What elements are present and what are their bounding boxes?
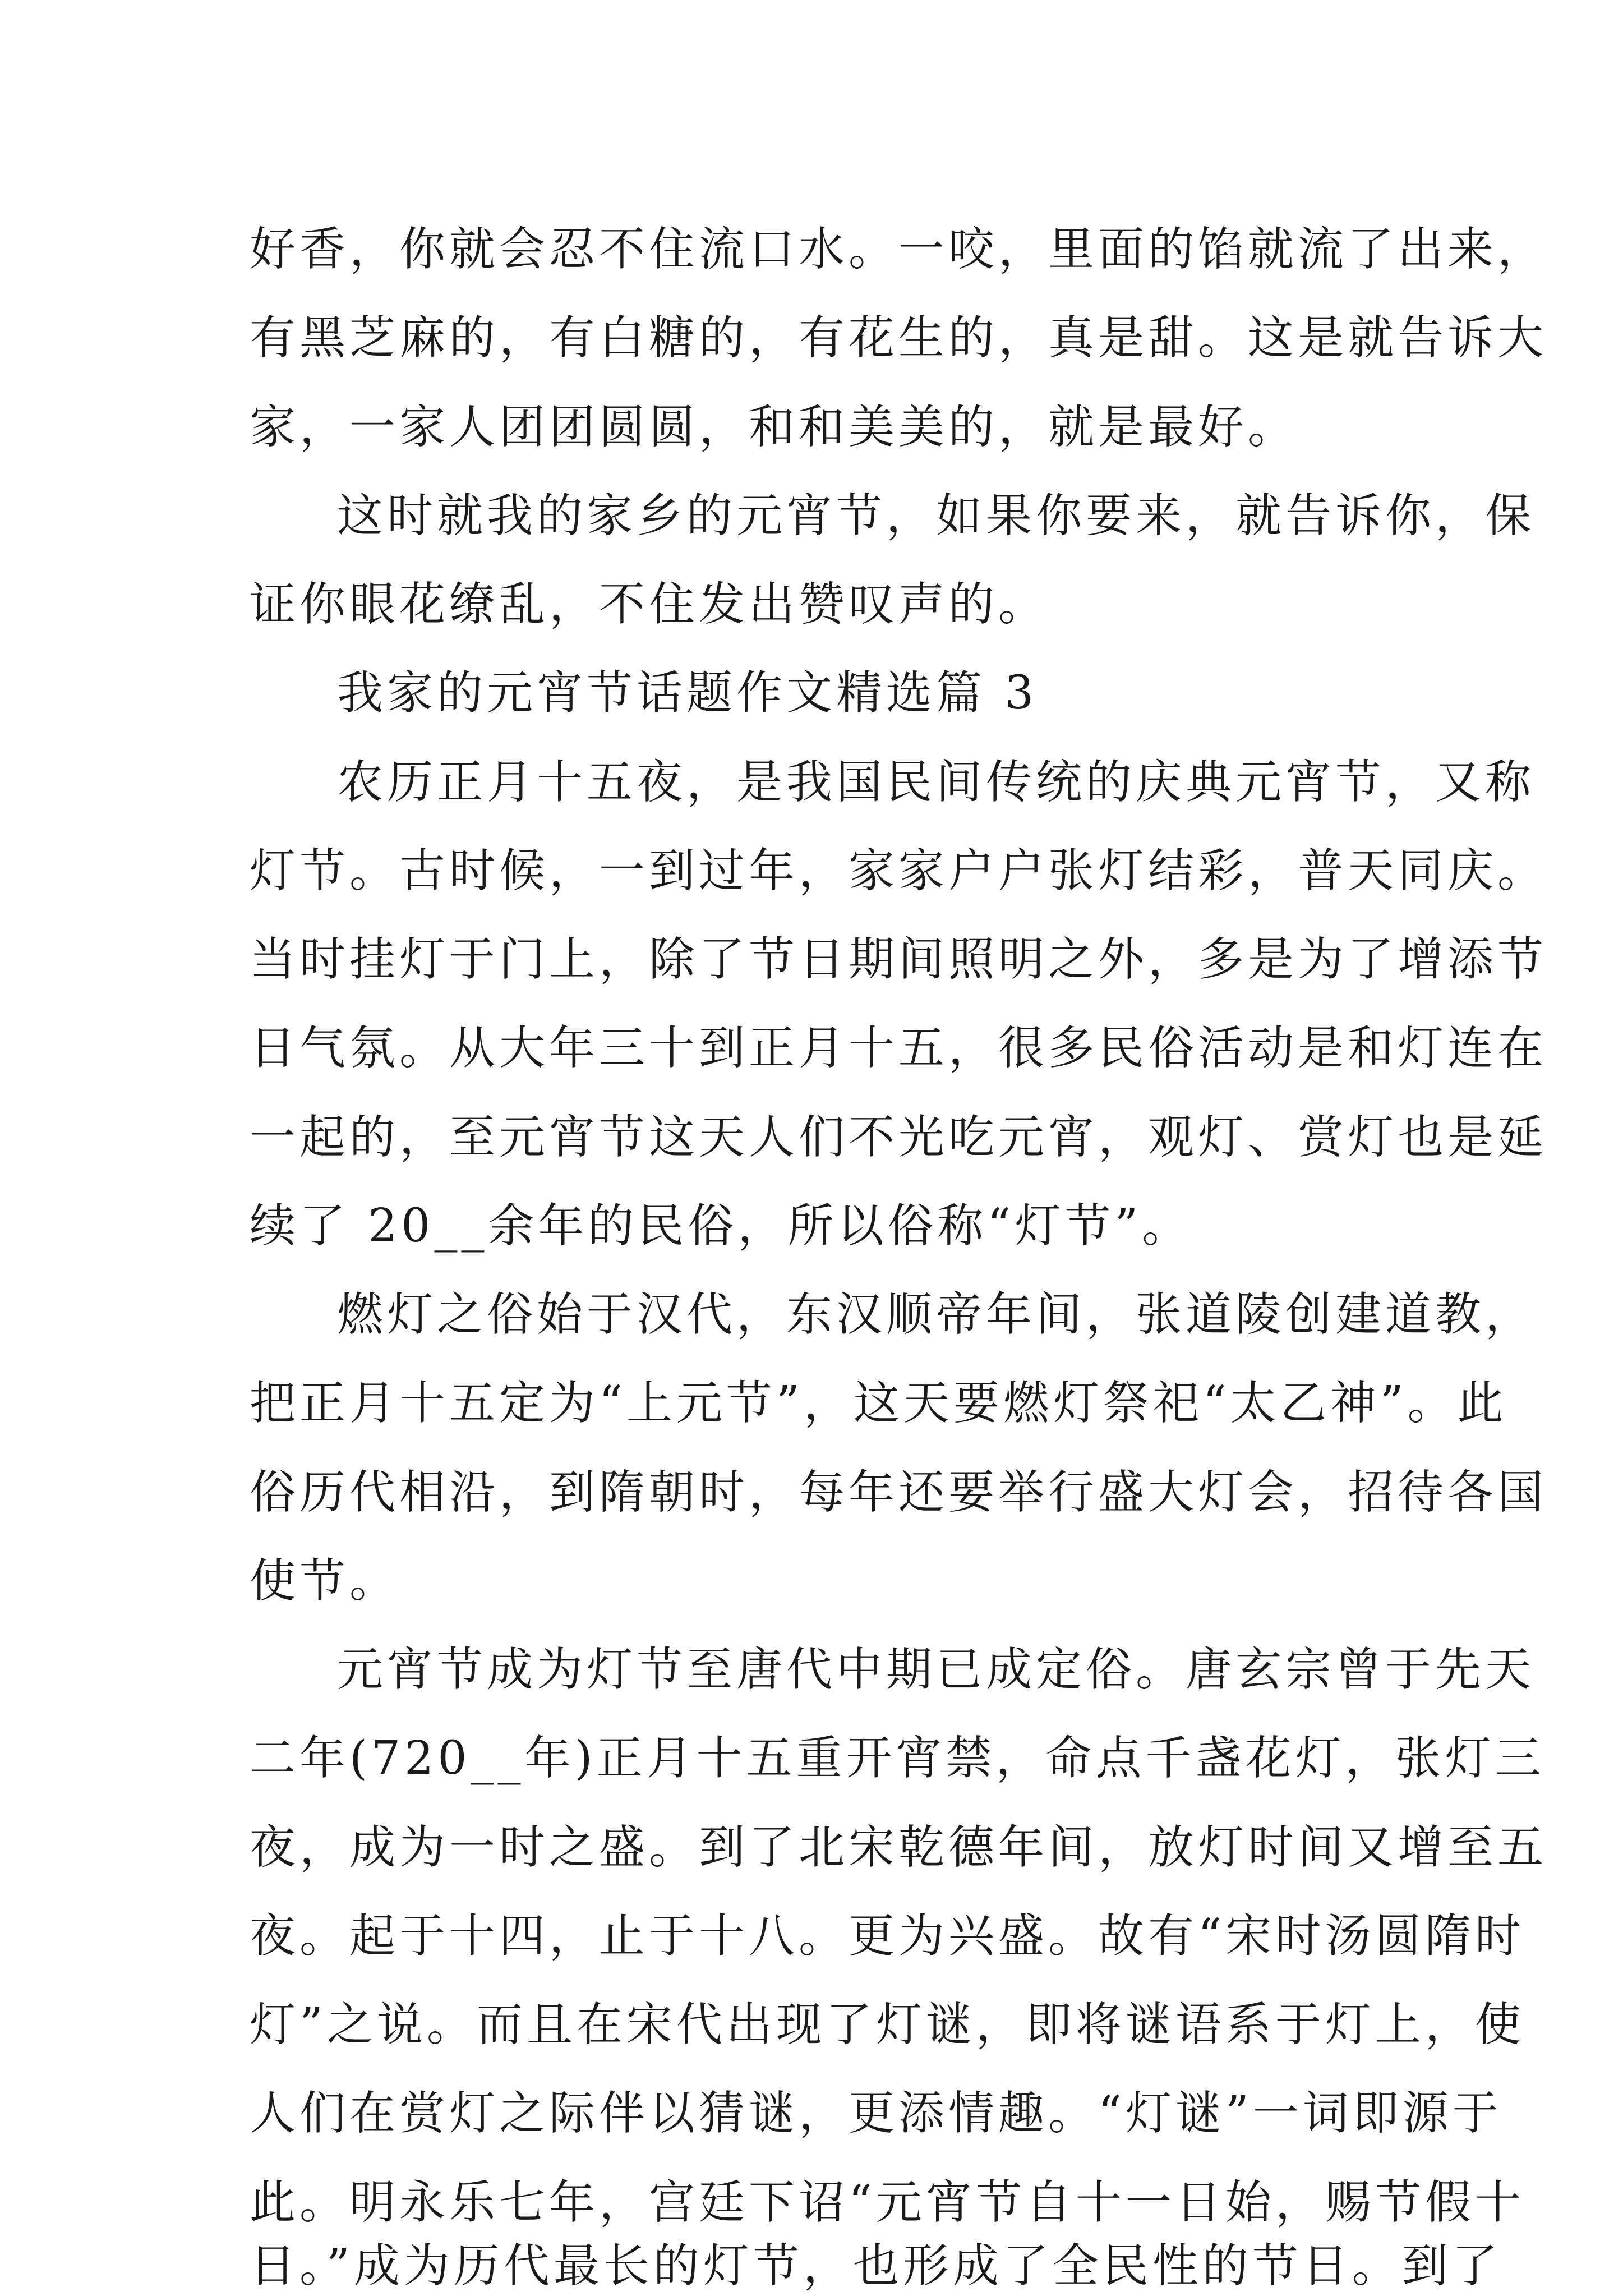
text-line: 家，一家人团团圆圆，和和美美的，就是最好。 [250,401,1298,454]
text-line: 灯”之说。而且在宋代出现了灯谜，即将谜语系于灯上，使 [250,1998,1525,2051]
text-line: 有黑芝麻的，有白糖的，有花生的，真是甜。这是就告诉大 [250,311,1548,365]
text-line: 证你眼花缭乱，不住发出赞叹声的。 [250,578,1049,631]
text-line: 元宵节成为灯节至唐代中期已成定俗。唐玄宗曾于先天 [337,1643,1536,1696]
text-line: 日。”成为历代最长的灯节，也形成了全民性的节日。到了 [250,2239,1502,2293]
text-line: 当时挂灯于门上，除了节日期间照明之外，多是为了增添节 [250,933,1548,986]
text-line: 好香，你就会忍不住流口水。一咬，里面的馅就流了出来， [250,223,1548,276]
text-line: 俗历代相沿，到隋朝时，每年还要举行盛大灯会，招待各国 [250,1466,1548,1519]
text-line: 此。明永乐七年，宫廷下诏“元宵节自十一日始，赐节假十 [250,2176,1525,2229]
text-line: 一起的，至元宵节这天人们不光吃元宵，观灯、赏灯也是延 [250,1111,1548,1164]
text-line: 夜。起于十四，止于十八。更为兴盛。故有“宋时汤圆隋时 [250,1910,1525,1963]
text-line: 农历正月十五夜，是我国民间传统的庆典元宵节，又称 [337,756,1536,809]
text-line: 夜，成为一时之盛。到了北宋乾德年间，放灯时间又增至五 [250,1821,1548,1874]
text-line: 燃灯之俗始于汉代，东汉顺帝年间，张道陵创建道教， [337,1288,1536,1341]
text-line: 二年(720__年)正月十五重开宵禁，命点千盏花灯，张灯三 [250,1732,1545,1785]
text-line: 这时就我的家乡的元宵节，如果你要来，就告诉你，保 [337,489,1536,542]
section-heading: 我家的元宵节话题作文精选篇 3 [337,666,1038,720]
text-line: 人们在赏灯之际伴以猜谜，更添情趣。“灯谜”一词即源于 [250,2087,1502,2140]
text-line: 日气氛。从大年三十到正月十五，很多民俗活动是和灯连在 [250,1022,1548,1075]
text-line: 使节。 [250,1554,400,1608]
text-line: 把正月十五定为“上元节”，这天要燃灯祭祀“太乙神”。此 [250,1377,1507,1430]
text-line: 续了 20__余年的民俗，所以俗称“灯节”。 [250,1199,1192,1253]
text-line: 灯节。古时候，一到过年，家家户户张灯结彩，普天同庆。 [250,844,1548,898]
